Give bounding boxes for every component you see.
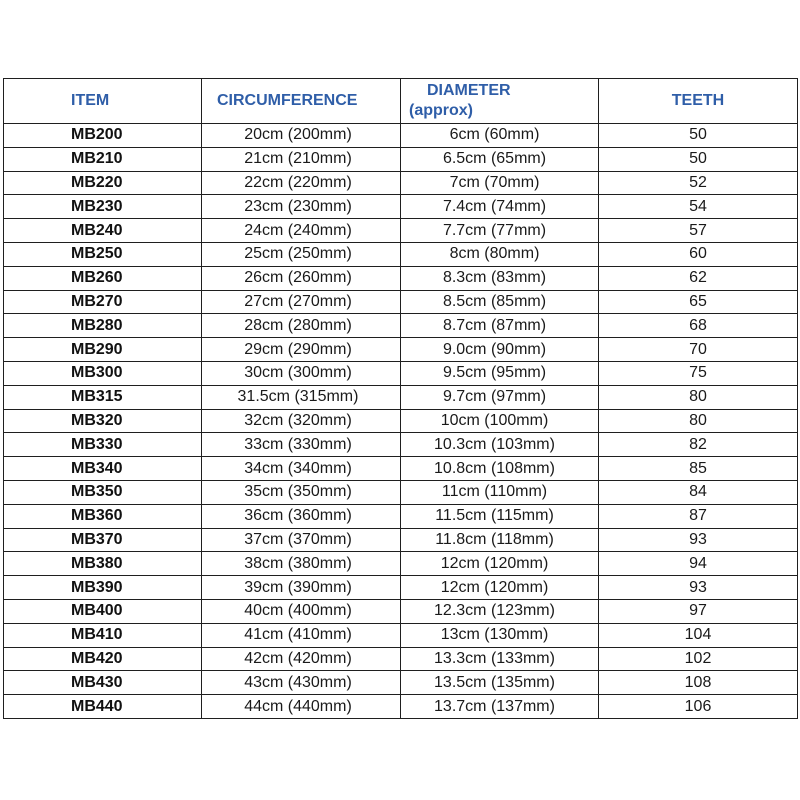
table-row <box>4 242 798 266</box>
cell-circumference: 27cm (270mm) <box>202 290 401 314</box>
cell-diameter: 12cm (120mm) <box>401 552 599 576</box>
cell-circumference: 25cm (250mm) <box>202 242 401 266</box>
cell-item: MB400 <box>4 599 202 623</box>
cell-circumference: 31.5cm (315mm) <box>202 385 401 409</box>
table-row <box>4 623 798 647</box>
cell-diameter: 11cm (110mm) <box>401 480 599 504</box>
cell-teeth: 60 <box>599 242 798 266</box>
table-row <box>4 576 798 600</box>
cell-item: MB350 <box>4 480 202 504</box>
table-header-row <box>4 79 798 124</box>
header-diameter-label: DIAMETER <box>427 82 511 99</box>
cell-teeth: 82 <box>599 433 798 457</box>
cell-teeth: 54 <box>599 195 798 219</box>
cell-item: MB260 <box>4 266 202 290</box>
cell-diameter: 10cm (100mm) <box>401 409 599 433</box>
cell-circumference: 32cm (320mm) <box>202 409 401 433</box>
cell-circumference: 35cm (350mm) <box>202 480 401 504</box>
cell-teeth: 75 <box>599 361 798 385</box>
cell-diameter: 8.7cm (87mm) <box>401 314 599 338</box>
cell-item: MB410 <box>4 623 202 647</box>
cell-item: MB440 <box>4 695 202 719</box>
table-row <box>4 528 798 552</box>
table-row <box>4 457 798 481</box>
table-row <box>4 338 798 362</box>
cell-teeth: 62 <box>599 266 798 290</box>
table-row <box>4 433 798 457</box>
cell-teeth: 106 <box>599 695 798 719</box>
cell-diameter: 13.5cm (135mm) <box>401 671 599 695</box>
cell-teeth: 97 <box>599 599 798 623</box>
cell-teeth: 93 <box>599 528 798 552</box>
cell-circumference: 29cm (290mm) <box>202 338 401 362</box>
cell-item: MB280 <box>4 314 202 338</box>
cell-item: MB320 <box>4 409 202 433</box>
cell-teeth: 70 <box>599 338 798 362</box>
cell-teeth: 80 <box>599 385 798 409</box>
cell-diameter: 13.3cm (133mm) <box>401 647 599 671</box>
header-item: ITEM <box>4 79 202 124</box>
cell-circumference: 42cm (420mm) <box>202 647 401 671</box>
cell-diameter: 12.3cm (123mm) <box>401 599 599 623</box>
cell-diameter: 9.5cm (95mm) <box>401 361 599 385</box>
table-row <box>4 671 798 695</box>
cell-teeth: 68 <box>599 314 798 338</box>
cell-teeth: 84 <box>599 480 798 504</box>
cell-item: MB360 <box>4 504 202 528</box>
table-row <box>4 290 798 314</box>
cell-circumference: 28cm (280mm) <box>202 314 401 338</box>
cell-item: MB315 <box>4 385 202 409</box>
cell-circumference: 43cm (430mm) <box>202 671 401 695</box>
cell-circumference: 34cm (340mm) <box>202 457 401 481</box>
header-circumference: CIRCUMFERENCE <box>202 79 401 124</box>
table-row <box>4 124 798 148</box>
cell-teeth: 52 <box>599 171 798 195</box>
cell-circumference: 24cm (240mm) <box>202 219 401 243</box>
cell-diameter: 7.4cm (74mm) <box>401 195 599 219</box>
cell-teeth: 80 <box>599 409 798 433</box>
cell-diameter: 6.5cm (65mm) <box>401 147 599 171</box>
cell-diameter: 10.8cm (108mm) <box>401 457 599 481</box>
cell-teeth: 87 <box>599 504 798 528</box>
cell-teeth: 102 <box>599 647 798 671</box>
cell-teeth: 57 <box>599 219 798 243</box>
cell-circumference: 33cm (330mm) <box>202 433 401 457</box>
cell-teeth: 108 <box>599 671 798 695</box>
table-row <box>4 409 798 433</box>
table-row <box>4 195 798 219</box>
table-row <box>4 385 798 409</box>
cell-circumference: 22cm (220mm) <box>202 171 401 195</box>
cell-diameter: 6cm (60mm) <box>401 124 599 148</box>
cell-item: MB200 <box>4 124 202 148</box>
cell-item: MB370 <box>4 528 202 552</box>
cell-circumference: 41cm (410mm) <box>202 623 401 647</box>
cell-diameter: 8cm (80mm) <box>401 242 599 266</box>
cell-item: MB380 <box>4 552 202 576</box>
cell-teeth: 65 <box>599 290 798 314</box>
cell-diameter: 13cm (130mm) <box>401 623 599 647</box>
cell-diameter: 8.5cm (85mm) <box>401 290 599 314</box>
table-row <box>4 266 798 290</box>
cell-diameter: 7cm (70mm) <box>401 171 599 195</box>
cell-diameter: 11.5cm (115mm) <box>401 504 599 528</box>
table-row <box>4 480 798 504</box>
cell-teeth: 50 <box>599 124 798 148</box>
cell-diameter: 13.7cm (137mm) <box>401 695 599 719</box>
cell-item: MB210 <box>4 147 202 171</box>
cell-teeth: 94 <box>599 552 798 576</box>
size-chart-table <box>3 78 798 719</box>
table-row <box>4 504 798 528</box>
cell-teeth: 50 <box>599 147 798 171</box>
cell-circumference: 26cm (260mm) <box>202 266 401 290</box>
table-row <box>4 647 798 671</box>
cell-circumference: 30cm (300mm) <box>202 361 401 385</box>
table-row <box>4 219 798 243</box>
cell-item: MB430 <box>4 671 202 695</box>
cell-diameter: 8.3cm (83mm) <box>401 266 599 290</box>
table-row <box>4 552 798 576</box>
cell-item: MB340 <box>4 457 202 481</box>
cell-circumference: 39cm (390mm) <box>202 576 401 600</box>
cell-teeth: 104 <box>599 623 798 647</box>
cell-teeth: 85 <box>599 457 798 481</box>
table-row <box>4 147 798 171</box>
cell-item: MB420 <box>4 647 202 671</box>
cell-diameter: 9.7cm (97mm) <box>401 385 599 409</box>
cell-item: MB240 <box>4 219 202 243</box>
cell-circumference: 37cm (370mm) <box>202 528 401 552</box>
cell-item: MB250 <box>4 242 202 266</box>
cell-item: MB220 <box>4 171 202 195</box>
cell-circumference: 23cm (230mm) <box>202 195 401 219</box>
cell-circumference: 44cm (440mm) <box>202 695 401 719</box>
table-row <box>4 695 798 719</box>
cell-circumference: 36cm (360mm) <box>202 504 401 528</box>
header-teeth: TEETH <box>599 79 798 124</box>
cell-circumference: 21cm (210mm) <box>202 147 401 171</box>
cell-item: MB390 <box>4 576 202 600</box>
table-row <box>4 171 798 195</box>
cell-item: MB270 <box>4 290 202 314</box>
header-diameter <box>401 79 599 124</box>
table-row <box>4 361 798 385</box>
cell-item: MB300 <box>4 361 202 385</box>
table-row <box>4 314 798 338</box>
cell-diameter: 9.0cm (90mm) <box>401 338 599 362</box>
header-diameter-note: (approx) <box>409 102 473 119</box>
cell-diameter: 11.8cm (118mm) <box>401 528 599 552</box>
cell-diameter: 10.3cm (103mm) <box>401 433 599 457</box>
cell-diameter: 7.7cm (77mm) <box>401 219 599 243</box>
table-body <box>4 124 798 719</box>
cell-circumference: 40cm (400mm) <box>202 599 401 623</box>
cell-item: MB330 <box>4 433 202 457</box>
cell-teeth: 93 <box>599 576 798 600</box>
cell-circumference: 38cm (380mm) <box>202 552 401 576</box>
table-row <box>4 599 798 623</box>
cell-item: MB230 <box>4 195 202 219</box>
cell-diameter: 12cm (120mm) <box>401 576 599 600</box>
cell-circumference: 20cm (200mm) <box>202 124 401 148</box>
cell-item: MB290 <box>4 338 202 362</box>
